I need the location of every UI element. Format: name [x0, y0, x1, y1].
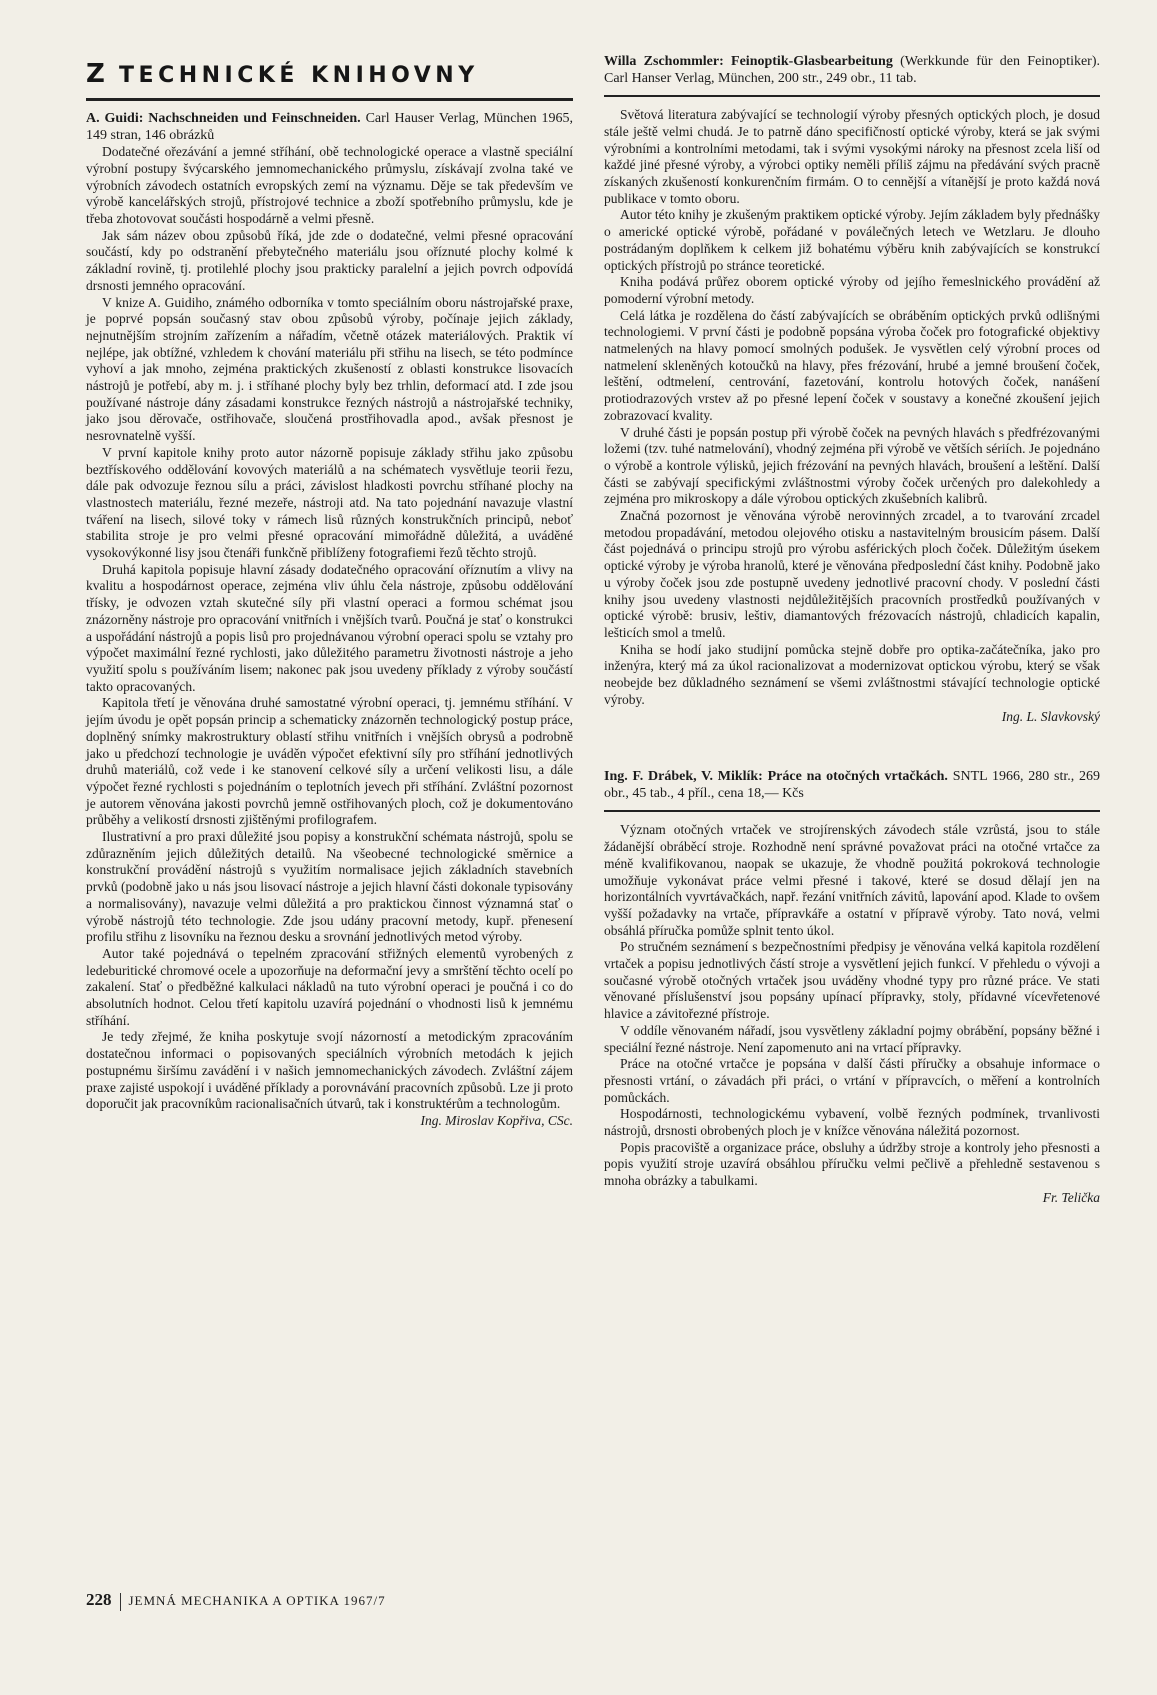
review-2-citation — [604, 54, 1100, 87]
right-column — [604, 54, 1100, 1207]
review-1-author: A. Guidi: Nachschneiden und Feinschneiden. — [86, 111, 361, 126]
review-2-paragraph: Značná pozornost je věnována výrobě nerovinných zrcadel, a to tvarování zrcadel metodou propadávání, metodou olejového otisku a nastavitelným brousicím pásem. Další část pojednává o principu strojů pro výrobu asférických ploch čoček. Důležitým úsekem optické výroby je výroba hranolů, které je věnována předposlední část knihy. Podobně jako u výroby čoček jsou zde postupně uvedeny jednotlivé pracovní chody. V poslední části knihy jsou uvedeny vlastnosti nejdůležitějších pracovních prostředků používaných v optické výrobě: brusiv, leštiv, diamantových frézovacích nástrojů, chladicích kapalin, lešticích smol a tmelů. — [604, 508, 1100, 640]
review-1-paragraph: Kapitola třetí je věnována druhé samostatné výrobní operaci, tj. jemnému stříhání. V jejím úvodu je opět popsán princip a schematicky znázorněn technologický postup práce, doplněný snímky makrostruktury oblastí střihu vnitřních i vnějších obrysů a podrobně jako u předchozí technologie je uváděn výpočet efektivní síly pro stříhání jednotlivých druhů materiálů, což vede i ke stanovení celkové síly a určení velikosti lisu, a dále výpočet řezné rychlosti s pojednáním o teplotních jevech při stříhání. Zvláštní pozornost je autorem věnována jakosti povrchů jemně ostřihovaných ploch, což je dokumentováno průběhy a velikostí drsnosti zjištěnými profilografem. — [86, 695, 573, 828]
review-3-paragraph: V oddíle věnovaném nářadí, jsou vysvětleny základní pojmy obrábění, popsány běžné i speciální řezné nástroje. Není zapomenuto ani na vrtací přípravky. — [604, 1022, 1100, 1055]
review-3-paragraph: Význam otočných vrtaček ve strojírenských závodech stále vzrůstá, jsou to stále žádanější obráběcí stroje. Rozhodně není správné považovat práci na otočné vrtačce za méně kvalifikovanou, naopak se ukazuje, že vhodně použitá pokroková technologie umožňuje vykonávat práce velmi přesné i takové, které se dosud dělají jen na horizontálních vyvrtávačkách, např. řezání vnitřních závitů, lapování apod. Klade to ovšem vyšší požadavky na vrtače, přípravkáře a ostatní v přípravě výroby. Tato nová, velmi obsáhlá příručka pomůže splnit tento úkol. — [604, 822, 1100, 938]
review-3-paragraph: Hospodárnosti, technologickému vybavení, volbě řezných podmínek, trvanlivosti nástrojů, drsnosti obrobených ploch je v knížce věnována náležitá pozornost. — [604, 1106, 1100, 1139]
review-2-publisher: (Werkkunde für den Feinoptiker). Carl Hanser Verlag, München, 200 str., 249 obr., 11 tab. — [604, 54, 1100, 86]
heading-initial: Z — [86, 59, 107, 89]
review-2-author: Willa Zschommler: Feinoptik-Glasbearbeitung — [604, 54, 893, 69]
review-2-paragraph: Světová literatura zabývající se technologií výroby přesných optických ploch, je dosud stále ještě velmi chudá. Je to patrně dáno specifičností optické výroby, která se jak svými výrobními a kontrolními metodami, tak i svými vysokými nároky na přesnost zcela liší od každé jiné přesné výroby, a výrobci optiky neměli příliš zájmu na předávání svých pracně získaných zkušeností konkurenčním firmám. O to cennější a vítanější je proto každá nová publikace v tomto oboru. — [604, 107, 1100, 206]
review-2-paragraph: Kniha se hodí jako studijní pomůcka stejně dobře pro optika-začátečníka, jako pro inženýra, který má za úkol racionalizovat a modernizovat optickou výrobu, který se však neobejde bez důkladného seznámení se všemi zvláštnostmi stávající technologie optické výroby. — [604, 641, 1100, 707]
review-3-paragraph: Po stručném seznámení s bezpečnostními předpisy je věnována velká kapitola rozdělení vrtaček a popisu jednotlivých částí stroje a vysvětlení jejich funkcí. V přehledu o vývoji a současné výrobě otočných vrtaček jsou uváděny vhodné typy pro různé práce. Ve stati věnované příslušenství jsou popsány upínací přípravky, stoly, přídavné vícevřetenové hlavice a závitořezné přístroje. — [604, 939, 1100, 1022]
review-2-signature: Ing. L. Slavkovský — [1001, 708, 1100, 724]
review-3-signature: Fr. Telička — [1042, 1189, 1100, 1205]
review-1-paragraph: V knize A. Guidiho, známého odborníka v tomto speciálním oboru nástrojařské praxe, je poprvé popsán současný stav obou způsobů výroby, počínaje jejich základy, nejnutnějším strojním zařízením a nářadím, včetně otázek materiálových. Praktik ví nejlépe, jak obtížné, vzhledem k chování materiálu při střihu na lisech, se této podmínce vyhoví a jak mnoho, zejména praktických zkušeností z oblasti konstrukce lisovacích nástrojů je potřebí, aby m. j. i stříhané plochy byly bez trhlin, deformací atd. I zde jsou používané nástroje dány zásadami konstrukce řezných nástrojů a nástrojařské techniky, jako jsou děrovače, ostřihovače, sloučená prostřihovadla apod., avšak přesnost je nesrovnatelně vyšší. — [86, 294, 573, 444]
review-3-citation — [604, 769, 1100, 802]
review-2-paragraph: V druhé části je popsán postup při výrobě čoček na pevných hlavách s předfrézovanými ložemi (tzv. tuhé natmelování), vhodný zejména při výrobě ve větších sériích. Je pojednáno o výrobě a kontrole výlisků, jejich frézování na pevných hlavách, broušení a leštění. Další části se zabývají specifickými zvláštnostmi výroby čoček určených pro dalekohledy a zejména pro mikroskopy a dále výrobou optických zkušebních kalibrů. — [604, 424, 1100, 507]
review-1-paragraph: Je tedy zřejmé, že kniha poskytuje svojí názorností a metodickým zpracováním dostatečnou informaci o popisovaných speciálních výrobních metodách k jejich postupnému širšímu zavádění i v našich jemnomechanických závodech. Zvláštní zájem praxe zajisté uspokojí i uváděné příklady a porovnávání pracovních způsobů. Lze ji proto doporučit jak pracovníkům racionalisačních útvarů, tak i konstruktérům a technologům. — [86, 1029, 573, 1112]
section-heading — [86, 58, 573, 92]
footer-divider — [120, 1593, 121, 1611]
left-column — [86, 58, 573, 1130]
review-3-rule — [604, 810, 1100, 812]
heading-rule — [86, 98, 573, 101]
review-2-paragraph: Celá látka je rozdělena do částí zabývajících se obráběním optických prvků odlišnými technologiemi. V první části je podobně popsána výroba čoček pro fotografické objektivy natmelených na hlavy pomocí smolných podušek. Je vysvětlen celý výrobní proces od natmelení skleněných kotoučků na hlavy, přes frézování, hrubé a jemné broušení čoček, leštění, odtmelení, centrování, fazetování, kontrolu hotových čoček, nanášení protiodrazových vrstev až po přesné lepení čoček v soustavy a konečné zkoušení jejich zobrazovací kvality. — [604, 307, 1100, 423]
review-1-paragraph: Autor také pojednává o tepelném zpracování střižných elementů vyrobených z ledeburitické chromové ocele a upozorňuje na deformační jevy a smrštění těchto ocelí po zakalení. Stať o předběžné kalkulaci nákladů na tuto výrobní operaci je poučná i co do absolutních hodnot. Celou třetí kapitolu uzavírá pojednání o vhodnosti lisů k jemnému stříhání. — [86, 945, 573, 1028]
heading-text: TECHNICKÉ KNIHOVNY — [119, 63, 479, 88]
review-1-paragraph: Jak sám název obou způsobů říká, jde zde o dodatečné, velmi přesné opracování součástí, kdy po odstranění přebytečného materiálu jsou oříznuté plochy kolmé k základní rovině, tj. protilehlé plochy jsou prakticky paralelní a jejich povrch odpovídá drsnosti jemného opracování. — [86, 227, 573, 293]
page-number: 228 — [86, 1590, 112, 1609]
review-1-paragraph: Ilustrativní a pro praxi důležité jsou popisy a konstrukční schémata nástrojů, spolu se zdůrazněním jejich důležitých detailů. Na všeobecné technologické směrnice a konstrukční provádění nástrojů s využitím normalisace jejich základních stavebních prvků (podobně jako u nás jsou lisovací nástroje a jejich hlavní části dokonale typisovány a normalisovány), navazuje velmi důležitá a pro praktickou činnost významná stať o výrobě nástrojů této technologie. Zde jsou udány pracovní metody, kupř. přenesení profilu střihu z lisovníku na řeznou desku a srovnání jednotlivých metod výroby. — [86, 829, 573, 945]
journal-name: JEMNÁ MECHANIKA A OPTIKA 1967/7 — [128, 1593, 386, 1608]
review-3-paragraph: Práce na otočné vrtačce je popsána v další části příručky a obsahuje informace o přesnosti vrtání, o závadách při práci, o vrtání v přípravcích, o měření a kontrolních pomůckách. — [604, 1056, 1100, 1105]
review-3-body — [604, 822, 1100, 1189]
review-1-paragraph: Druhá kapitola popisuje hlavní zásady dodatečného opracování oříznutím a vlivy na kvalitu a hospodárnost operace, zejména vliv úhlu čela nástroje, způsobu oddělování třísky, je odvozen vztah skutečné síly při vlastní operaci a formou schémat jsou znázorněny nástroje pro opracování vnitřních i vnějších tvarů. Poučná je stať o konstrukci a uspořádání nástrojů a popis lisů pro projednávanou výrobní operaci spolu se vztahy pro výpočet maximální řezné rychlosti, jako důležitého parametru životnosti nástroje a jeho využití spolu s používáním lisem; nakonec pak jsou uvedeny příklady z výroby součástí takto opracovaných. — [86, 561, 573, 694]
review-1-publisher: Carl Hauser Verlag, München 1965, 149 stran, 146 obrázků — [86, 111, 574, 143]
review-1-body — [86, 144, 573, 1113]
review-1-citation — [86, 111, 573, 144]
review-3-author: Ing. F. Drábek, V. Miklík: Práce na otočných vrtačkách. — [604, 769, 948, 785]
review-2-rule — [604, 95, 1100, 97]
review-1-signature: Ing. Miroslav Kopřiva, CSc. — [420, 1112, 573, 1128]
review-separator — [604, 725, 1100, 769]
review-2-body — [604, 107, 1100, 708]
review-2-paragraph: Kniha podává průřez oborem optické výroby od jejího řemeslnického provádění až pomoderní výrobní metody. — [604, 274, 1100, 306]
review-3-publisher: SNTL 1966, 280 str., 269 obr., 45 tab., 4 příl., cena 18,— Kčs — [604, 769, 1100, 801]
review-3-paragraph: Popis pracoviště a organizace práce, obsluhy a údržby stroje a kontroly jeho přesnosti a popis využití stroje uzavírá obsáhlou příručku velmi pečlivě a přehledně sestavenou s mnoha obrázky a tabulkami. — [604, 1139, 1100, 1189]
page-footer — [86, 1590, 386, 1611]
review-2-paragraph: Autor této knihy je zkušeným praktikem optické výroby. Jejím základem byly přednášky o americké optické výrobě, pořádané v poválečných letech ve Wetzlaru. Je dlouho postrádaným doplňkem k celkem již bohatému výběru knih zabývajících se konstrukcí optických přístrojů po stránce teoretické. — [604, 207, 1100, 273]
review-1-paragraph: Dodatečné ořezávání a jemné stříhání, obě technologické operace a vlastně speciální výrobní postupy švýcarského jemnomechanického průmyslu, získávají zvolna také ve výrobních závodech ostatních evropských zemí na významu. Děje se tak především ve výrobě kancelářských strojů, přístrojové technice a zboží spotřebního průmyslu, kde je třeba zhotovovat součásti hospodárně a velmi přesně. — [86, 144, 573, 226]
review-1-paragraph: V první kapitole knihy proto autor názorně popisuje základy střihu jako způsobu beztřískového oddělování kovových materiálů a na schématech vysvětluje teorii řezu, dále pak odvozuje řeznou sílu a práci, závislost hladkosti povrchu stříhané plochy na vlastnostech materiálu, řezné mezeře, nástroji atd. Na tato pojednání navazuje vlastní tváření na lisech, silové toky v rámech lisů různých konstrukčních principů, neboť stabilita stroje je pro velmi přesné opracování mimořádně důležitá, a uváděné vysokovýkonné lisy jsou čtenáři funkčně přiblíženy fotografiemi řezů těchto strojů. — [86, 444, 573, 561]
